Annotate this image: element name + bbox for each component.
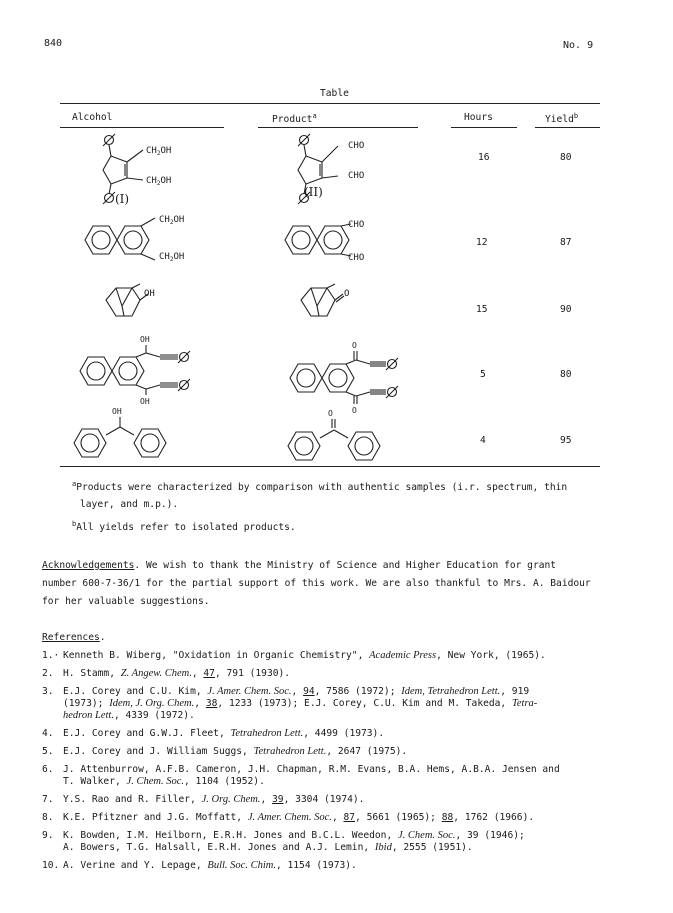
svg-text:OH: OH	[112, 407, 122, 416]
reference-7: 7. Y.S. Rao and R. Filler, J. Org. Chem., 39, 3304 (1974).	[42, 794, 365, 805]
svg-text:O: O	[352, 406, 357, 415]
reference-6-line2: T. Walker, J. Chem. Soc., 1104 (1952).	[63, 776, 265, 787]
svg-text:CH2OH: $CH_2OH$	[159, 252, 185, 263]
col-header-alcohol: Alcohol	[72, 112, 113, 123]
acknowledgements-line2: number 600-7-36/1 for the partial support of this work. We are also thankful to Mrs. A. Baidour	[42, 578, 591, 589]
reference-3-line2: (1973); Idem, J. Org. Chem., 38, 1233 (1973); E.J. Corey, C.U. Kim and M. Takeda, Tetra-	[63, 698, 538, 709]
page-number: 840	[44, 38, 63, 49]
header-rule-product	[258, 127, 418, 128]
svg-text:CHO: CHO	[348, 253, 365, 263]
row3-yield: 90	[560, 304, 572, 315]
table-bottom-rule	[60, 466, 600, 467]
reference-9-line2: A. Bowers, T.G. Halsall, E.R.H. Jones and A.J. Lemin, Ibid, 2555 (1951).	[63, 842, 473, 853]
footnote-a: $^a$Products were characterized by comparison with authentic samples (i.r. spectrum, thin	[72, 480, 568, 494]
structure-benzophenone	[282, 408, 402, 472]
table-title: Table	[320, 88, 349, 99]
svg-text:CHO: CHO	[348, 141, 365, 151]
col-header-product: Product$^a$	[272, 112, 317, 126]
svg-text:OH: OH	[140, 397, 150, 406]
structure-naphthalene-dialdehyde	[275, 210, 405, 274]
row4-yield: 80	[560, 369, 572, 380]
svg-text:CHO: CHO	[348, 171, 365, 181]
header-rule-alcohol	[60, 127, 224, 128]
svg-text:O: O	[344, 289, 350, 299]
acknowledgements-line1: Acknowledgements. We wish to thank the Ministry of Science and Higher Education for grant	[42, 560, 557, 571]
structure-furan-dialdehyde	[290, 130, 410, 214]
col-header-hours: Hours	[464, 112, 493, 123]
header-rule-hours	[451, 127, 517, 128]
acknowledgements-line3: for her valuable suggestions.	[42, 596, 210, 607]
svg-text:O: O	[328, 409, 333, 418]
row1-hours: 16	[478, 152, 490, 163]
header-rule-yield	[535, 127, 600, 128]
footnote-a-line2: layer, and m.p.).	[80, 499, 179, 510]
reference-3: 3. E.J. Corey and C.U. Kim, J. Amer. Chem. Soc., 94, 7586 (1972); Idem, Tetrahedron Lett., 919	[42, 686, 530, 697]
structure-borneol	[100, 282, 190, 331]
compound-label-ii: (II)	[304, 185, 323, 199]
reference-5: 5. E.J. Corey and J. William Suggs, Tetrahedron Lett., 2647 (1975).	[42, 746, 408, 757]
svg-text:OH: OH	[144, 289, 155, 299]
reference-2: 2. H. Stamm, Z. Angew. Chem., 47, 791 (1930).	[42, 668, 291, 679]
svg-text:OH: OH	[140, 335, 150, 344]
structure-naphthalene-bis-propargyl-alcohol	[70, 333, 230, 412]
row2-yield: 87	[560, 237, 572, 248]
reference-6: 6. J. Attenburrow, A.F.B. Cameron, J.H. Chapman, R.M. Evans, B.A. Hems, A.B.A. Jensen and	[42, 764, 560, 775]
row2-hours: 12	[476, 237, 488, 248]
structure-naphthalene-diol	[75, 210, 225, 274]
references-heading: References.	[42, 632, 106, 643]
row5-yield: 95	[560, 435, 572, 446]
col-header-yield: Yield$^b$	[545, 112, 579, 126]
row3-hours: 15	[476, 304, 488, 315]
svg-text:CHO: CHO	[348, 220, 365, 230]
svg-text:CH2OH: $CH_2OH$	[159, 215, 185, 226]
compound-label-i: (I)	[115, 192, 130, 206]
structure-benzhydrol	[68, 405, 188, 469]
reference-4: 4. E.J. Corey and G.W.J. Fleet, Tetrahedron Lett., 4499 (1973).	[42, 728, 385, 739]
reference-10: 10. A. Verine and Y. Lepage, Bull. Soc. Chim., 1154 (1973).	[42, 860, 357, 871]
row1-yield: 80	[560, 152, 572, 163]
footnote-b: $^b$All yields refer to isolated products.	[72, 520, 296, 534]
reference-9: 9. K. Bowden, I.M. Heilborn, E.R.H. Jones and B.C.L. Weedon, J. Chem. Soc., 39 (1946);	[42, 830, 525, 841]
svg-text:CH2OH: $CH_2OH$	[146, 176, 172, 187]
svg-text:CH2OH: $CH_2OH$	[146, 146, 172, 157]
row4-hours: 5	[480, 369, 486, 380]
reference-8: 8. K.E. Pfitzner and J.G. Moffatt, J. Amer. Chem. Soc., 87, 5661 (1965); 88, 1762 (1966).	[42, 812, 535, 823]
svg-text:O: O	[352, 341, 357, 350]
row5-hours: 4	[480, 435, 486, 446]
structure-camphor	[295, 282, 385, 331]
issue-number: No. 9	[563, 40, 594, 51]
table-top-rule	[60, 103, 600, 104]
structure-furan-diol	[95, 130, 215, 214]
reference-3-line3: hedron Lett., 4339 (1972).	[63, 710, 195, 721]
reference-1: 1.· Kenneth B. Wiberg, "Oxidation in Organic Chemistry", Academic Press, New York, (1965).	[42, 650, 546, 661]
